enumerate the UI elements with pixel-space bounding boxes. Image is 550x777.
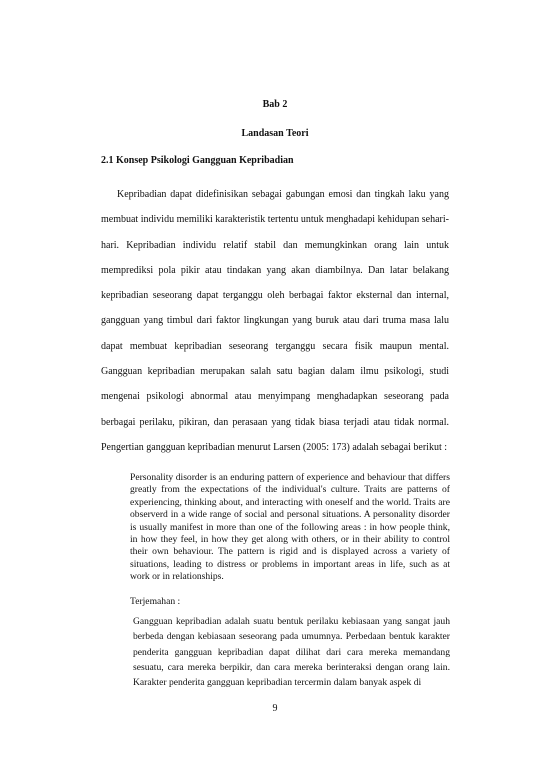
chapter-title: Landasan Teori	[241, 128, 309, 139]
block-quote-translation: Gangguan kepribadian adalah suatu bentuk perilaku kebiasaan yang sangat jauh berbeda dengan kebiasaan seseorang pada umumnya. Perbedaan bentuk karakter penderita gangguan kepribadian dapat dilihat dari cara mereka memandang sesuatu, cara mereka berpikir, dan cara mereka berinteraksi dengan orang lain. Karakter penderita gangguan kepribadian tercermin dalam banyak aspek di	[133, 616, 450, 689]
block-quote-english: Personality disorder is an enduring pattern of experience and behaviour that differs greatly from the expectations of the individual's culture. Traits are patterns of experiencing, thinking about, and interacting with oneself and the world. Traits are observerd in a wide range of social and personal situations. A personality disorder is usually manifest in more than one of the following areas : in how people think, in how they feel, in how they get along with others, or in their ability to control their own behaviour. The pattern is rigid and is displayed across a variety of situations, leading to distress or problems in important areas in life, such as at work or in relationships.	[130, 472, 450, 583]
body-paragraph: Kepribadian dapat didefinisikan sebagai gabungan emosi dan tingkah laku yang membuat individu memiliki karakteristik tertentu untuk menghadapi kehidupan sehari-hari. Kepribadian individu relatif stabil dan memungkinkan orang lain untuk memprediksi pola pikir atau tindakan yang akan diambilnya. Dan latar belakang kepribadian seseorang dapat terganggu oleh berbagai faktor eksternal dan internal, gangguan yang timbul dari faktor lingkungan yang buruk atau dari truma masa lalu dapat membuat kepribadian seseorang terganggu secara fisik maupun mental. Gangguan kepribadian merupakan salah satu bagian dalam ilmu psikologi, studi mengenai psikologi abnormal atau menyimpang menghadapkan seseorang pada berbagai perilaku, pikiran, dan perasaan yang tidak biasa terjadi atau tidak normal. Pengertian gangguan kepribadian menurut Larsen (2005: 173) adalah sebagai berikut :	[101, 189, 449, 453]
section-heading: 2.1 Konsep Psikologi Gangguan Kepribadian	[101, 155, 294, 166]
page-number: 9	[272, 703, 278, 714]
chapter-number: Bab 2	[262, 99, 288, 110]
translation-label: Terjemahan :	[130, 596, 181, 607]
